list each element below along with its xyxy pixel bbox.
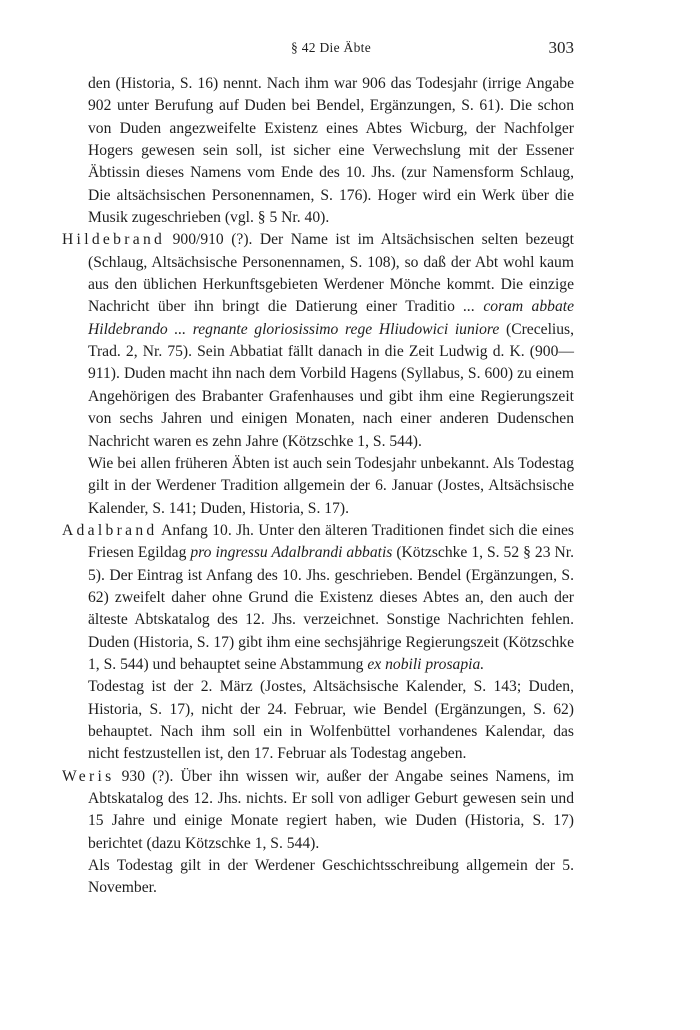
entry-hildebrand [62, 229, 574, 452]
page-number: 303 [548, 38, 574, 57]
entry-adalbrand-death: Todestag ist der 2. März (Jostes, Altsächsische Kalender, S. 143; Duden, Historia, S. 17), nicht der 24. Februar, wie Bendel (Ergänzungen, S. 62) behauptet. Nach ihm soll ein in Wolfenbüttel vorhandenes Kalendar, das nicht festzustellen ist, den 17. Februar als Todestag angeben. [88, 678, 574, 763]
entry-weris-death: Als Todestag gilt in der Werdener Geschichtsschreibung allgemein der 5. November. [88, 857, 574, 897]
entry-weris [62, 766, 574, 855]
entry-text: 930 (?). Über ihn wissen wir, außer der Angabe seines Namens, im Abtskatalog des 12. Jhs. nichts. Er soll von adliger Geburt gewesen sein und 15 Jahre und einige Monate regiert haben, wie Duden (Historia, S. 17) berichtet (dazu Kötzschke 1, S. 544). [88, 767, 574, 852]
abbot-name: Weris [62, 767, 115, 785]
abbot-name: Hildebrand [62, 231, 166, 249]
continuation-paragraph: den (Historia, S. 16) nennt. Nach ihm war 906 das Todesjahr (irrige Angabe 902 unter Berufung auf Duden bei Bendel, Ergänzungen, S. 61). Die schon von Duden angezweifelte Existenz eines Abtes Wicburg, der Nachfolger Hogers gewesen sein soll, ist sicher eine Verwechslung mit der Essener Äbtissin dieses Namens vom Ende des 10. Jhs. (zur Namensform Schlaug, Die altsächsischen Personennamen, S. 176). Hoger wird ein Werk über die Musik zugeschrieben (vgl. § 5 Nr. 40). [88, 75, 574, 227]
entry-text: Anfang 10. Jh. Unter den älteren Traditionen findet sich die eines Friesen Egildag pro ingressu Adalbrandi abbatis (Kötzschke 1, S. 52 § 23 Nr. 5). Der Eintrag ist Anfang des 10. Jhs. geschrieben. Bendel (Ergänzungen, S. 62) zweifelt daher ohne Grund die Existenz dieses Abtes an, den auch der älteste Abtskatalog des 12. Jhs. verzeichnet. Sonstige Nachrichten fehlen. Duden (Historia, S. 17) gibt ihm eine sechsjährige Regierungszeit (Kötzschke 1, S. 544) und behauptet seine Abstammung ex nobili prosapia. [88, 521, 574, 673]
entry-adalbrand [62, 520, 574, 676]
page-body [62, 73, 574, 900]
page-header [88, 38, 574, 62]
abbot-name: Adalbrand [62, 521, 158, 539]
italic-quote: pro ingressu Adalbrandi abbatis [190, 544, 393, 562]
running-title: § 42 Die Äbte [290, 40, 371, 55]
italic-quote: ... coram abbate Hildebrando ... regnante gloriosissimo rege Hliudowici iuniore [88, 298, 575, 338]
entry-text: 900/910 (?). Der Name ist im Altsächsischen selten bezeugt (Schlaug, Altsächsische Personennamen, S. 108), so daß der Abt wohl kaum aus den üblichen Herkunftsgebieten Werdener Mönche kommt. Die einzige Nachricht über ihn bringt die Datierung einer Traditio ... coram abbate Hildebrando ... regnante gloriosissimo rege Hliudowici iuniore (Crecelius, Trad. 2, Nr. 75). Sein Abbatiat fällt danach in die Zeit Ludwig d. K. (900—911). Duden macht ihn nach dem Vorbild Hagens (Syllabus, S. 600) zu einem Angehörigen des Brabanter Grafenhauses und gibt ihm eine Regierungszeit von sechs Jahren und einigen Monaten, nach einer anderen Dudenschen Nachricht waren es zehn Jahre (Kötzschke 1, S. 544). [88, 231, 575, 450]
italic-quote: ex nobili prosapia. [367, 655, 485, 673]
entry-hildebrand-death: Wie bei allen früheren Äbten ist auch sein Todesjahr unbekannt. Als Todestag gilt in der Werdener Tradition allgemein der 6. Januar (Jostes, Altsächsische Kalender, S. 141; Duden, Historia, S. 17). [88, 454, 574, 517]
